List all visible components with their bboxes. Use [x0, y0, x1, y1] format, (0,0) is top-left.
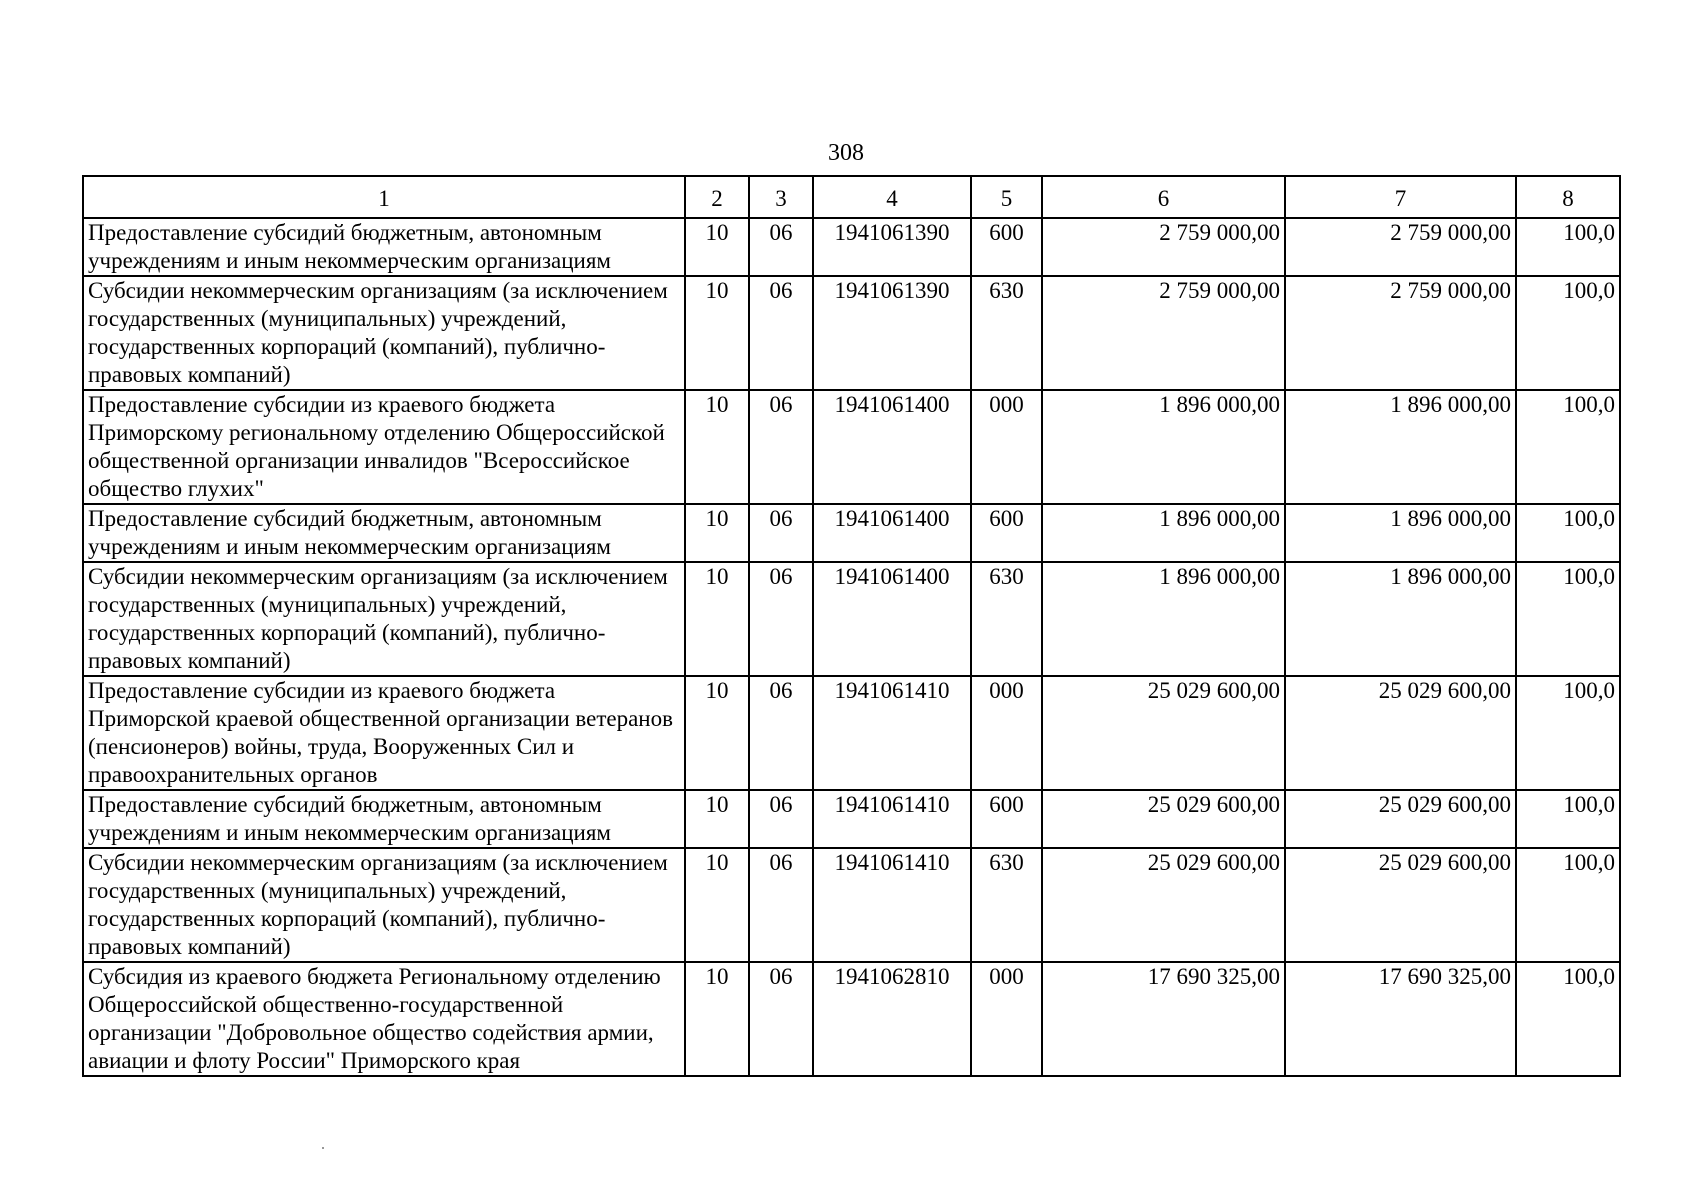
row-subsection: 06 — [749, 676, 813, 790]
row-percent: 100,0 — [1516, 390, 1620, 504]
table-row — [83, 962, 1620, 1076]
row-subsection: 06 — [749, 218, 813, 276]
column-number-row — [83, 176, 1620, 218]
table-row — [83, 276, 1620, 390]
row-expense-type: 600 — [971, 790, 1042, 848]
row-section: 10 — [685, 218, 749, 276]
table-row — [83, 848, 1620, 962]
row-executed-amount: 2 759 000,00 — [1285, 218, 1516, 276]
row-expense-type: 000 — [971, 676, 1042, 790]
row-section: 10 — [685, 848, 749, 962]
row-target-code: 1941061390 — [813, 218, 971, 276]
column-header-3: 3 — [749, 176, 813, 218]
row-subsection: 06 — [749, 848, 813, 962]
table-row — [83, 504, 1620, 562]
row-name: Предоставление субсидии из краевого бюджета Приморской краевой общественной организации ветеранов (пенсионеров) войны, труда, Вооруженных Сил и правоохранительных органов — [83, 676, 685, 790]
row-planned-amount: 25 029 600,00 — [1042, 790, 1285, 848]
column-header-8: 8 — [1516, 176, 1620, 218]
row-section: 10 — [685, 676, 749, 790]
row-target-code: 1941062810 — [813, 962, 971, 1076]
row-target-code: 1941061400 — [813, 390, 971, 504]
row-expense-type: 600 — [971, 218, 1042, 276]
table-row — [83, 676, 1620, 790]
row-percent: 100,0 — [1516, 562, 1620, 676]
row-percent: 100,0 — [1516, 276, 1620, 390]
row-section: 10 — [685, 962, 749, 1076]
budget-table — [82, 175, 1621, 1077]
row-percent: 100,0 — [1516, 848, 1620, 962]
row-percent: 100,0 — [1516, 218, 1620, 276]
scan-speck — [322, 1147, 324, 1149]
row-planned-amount: 1 896 000,00 — [1042, 504, 1285, 562]
row-section: 10 — [685, 790, 749, 848]
row-percent: 100,0 — [1516, 504, 1620, 562]
row-executed-amount: 25 029 600,00 — [1285, 848, 1516, 962]
row-subsection: 06 — [749, 276, 813, 390]
row-name: Субсидии некоммерческим организациям (за исключением государственных (муниципальных) учреждений, государственных корпораций (компаний), публично-правовых компаний) — [83, 562, 685, 676]
row-section: 10 — [685, 504, 749, 562]
row-name: Предоставление субсидий бюджетным, автономным учреждениям и иным некоммерческим организациям — [83, 218, 685, 276]
row-name: Предоставление субсидий бюджетным, автономным учреждениям и иным некоммерческим организациям — [83, 504, 685, 562]
row-expense-type: 600 — [971, 504, 1042, 562]
row-executed-amount: 25 029 600,00 — [1285, 790, 1516, 848]
row-expense-type: 000 — [971, 390, 1042, 504]
row-planned-amount: 2 759 000,00 — [1042, 276, 1285, 390]
row-section: 10 — [685, 390, 749, 504]
row-name: Предоставление субсидии из краевого бюджета Приморскому региональному отделению Общероссийской общественной организации инвалидов "Всероссийское общество глухих" — [83, 390, 685, 504]
row-subsection: 06 — [749, 504, 813, 562]
row-subsection: 06 — [749, 390, 813, 504]
row-expense-type: 630 — [971, 276, 1042, 390]
table-row — [83, 218, 1620, 276]
row-subsection: 06 — [749, 962, 813, 1076]
row-target-code: 1941061410 — [813, 848, 971, 962]
row-target-code: 1941061410 — [813, 790, 971, 848]
column-header-1: 1 — [83, 176, 685, 218]
row-name: Субсидия из краевого бюджета Региональному отделению Общероссийской общественно-государственной организации "Добровольное общество содействия армии, авиации и флоту России" Приморского края — [83, 962, 685, 1076]
row-executed-amount: 25 029 600,00 — [1285, 676, 1516, 790]
column-header-7: 7 — [1285, 176, 1516, 218]
row-expense-type: 000 — [971, 962, 1042, 1076]
row-target-code: 1941061390 — [813, 276, 971, 390]
table-row — [83, 790, 1620, 848]
row-percent: 100,0 — [1516, 962, 1620, 1076]
table-row — [83, 562, 1620, 676]
row-planned-amount: 17 690 325,00 — [1042, 962, 1285, 1076]
row-section: 10 — [685, 562, 749, 676]
row-planned-amount: 2 759 000,00 — [1042, 218, 1285, 276]
row-section: 10 — [685, 276, 749, 390]
row-planned-amount: 25 029 600,00 — [1042, 848, 1285, 962]
column-header-4: 4 — [813, 176, 971, 218]
row-planned-amount: 1 896 000,00 — [1042, 562, 1285, 676]
row-executed-amount: 2 759 000,00 — [1285, 276, 1516, 390]
column-header-6: 6 — [1042, 176, 1285, 218]
row-planned-amount: 25 029 600,00 — [1042, 676, 1285, 790]
row-planned-amount: 1 896 000,00 — [1042, 390, 1285, 504]
row-target-code: 1941061400 — [813, 504, 971, 562]
column-header-2: 2 — [685, 176, 749, 218]
row-percent: 100,0 — [1516, 676, 1620, 790]
row-expense-type: 630 — [971, 848, 1042, 962]
row-name: Субсидии некоммерческим организациям (за исключением государственных (муниципальных) учреждений, государственных корпораций (компаний), публично-правовых компаний) — [83, 848, 685, 962]
row-name: Предоставление субсидий бюджетным, автономным учреждениям и иным некоммерческим организациям — [83, 790, 685, 848]
row-name: Субсидии некоммерческим организациям (за исключением государственных (муниципальных) учреждений, государственных корпораций (компаний), публично-правовых компаний) — [83, 276, 685, 390]
row-target-code: 1941061400 — [813, 562, 971, 676]
page-number: 308 — [828, 140, 864, 166]
column-header-5: 5 — [971, 176, 1042, 218]
row-subsection: 06 — [749, 562, 813, 676]
row-executed-amount: 17 690 325,00 — [1285, 962, 1516, 1076]
row-executed-amount: 1 896 000,00 — [1285, 390, 1516, 504]
row-executed-amount: 1 896 000,00 — [1285, 504, 1516, 562]
row-subsection: 06 — [749, 790, 813, 848]
row-expense-type: 630 — [971, 562, 1042, 676]
table-row — [83, 390, 1620, 504]
row-percent: 100,0 — [1516, 790, 1620, 848]
row-executed-amount: 1 896 000,00 — [1285, 562, 1516, 676]
row-target-code: 1941061410 — [813, 676, 971, 790]
